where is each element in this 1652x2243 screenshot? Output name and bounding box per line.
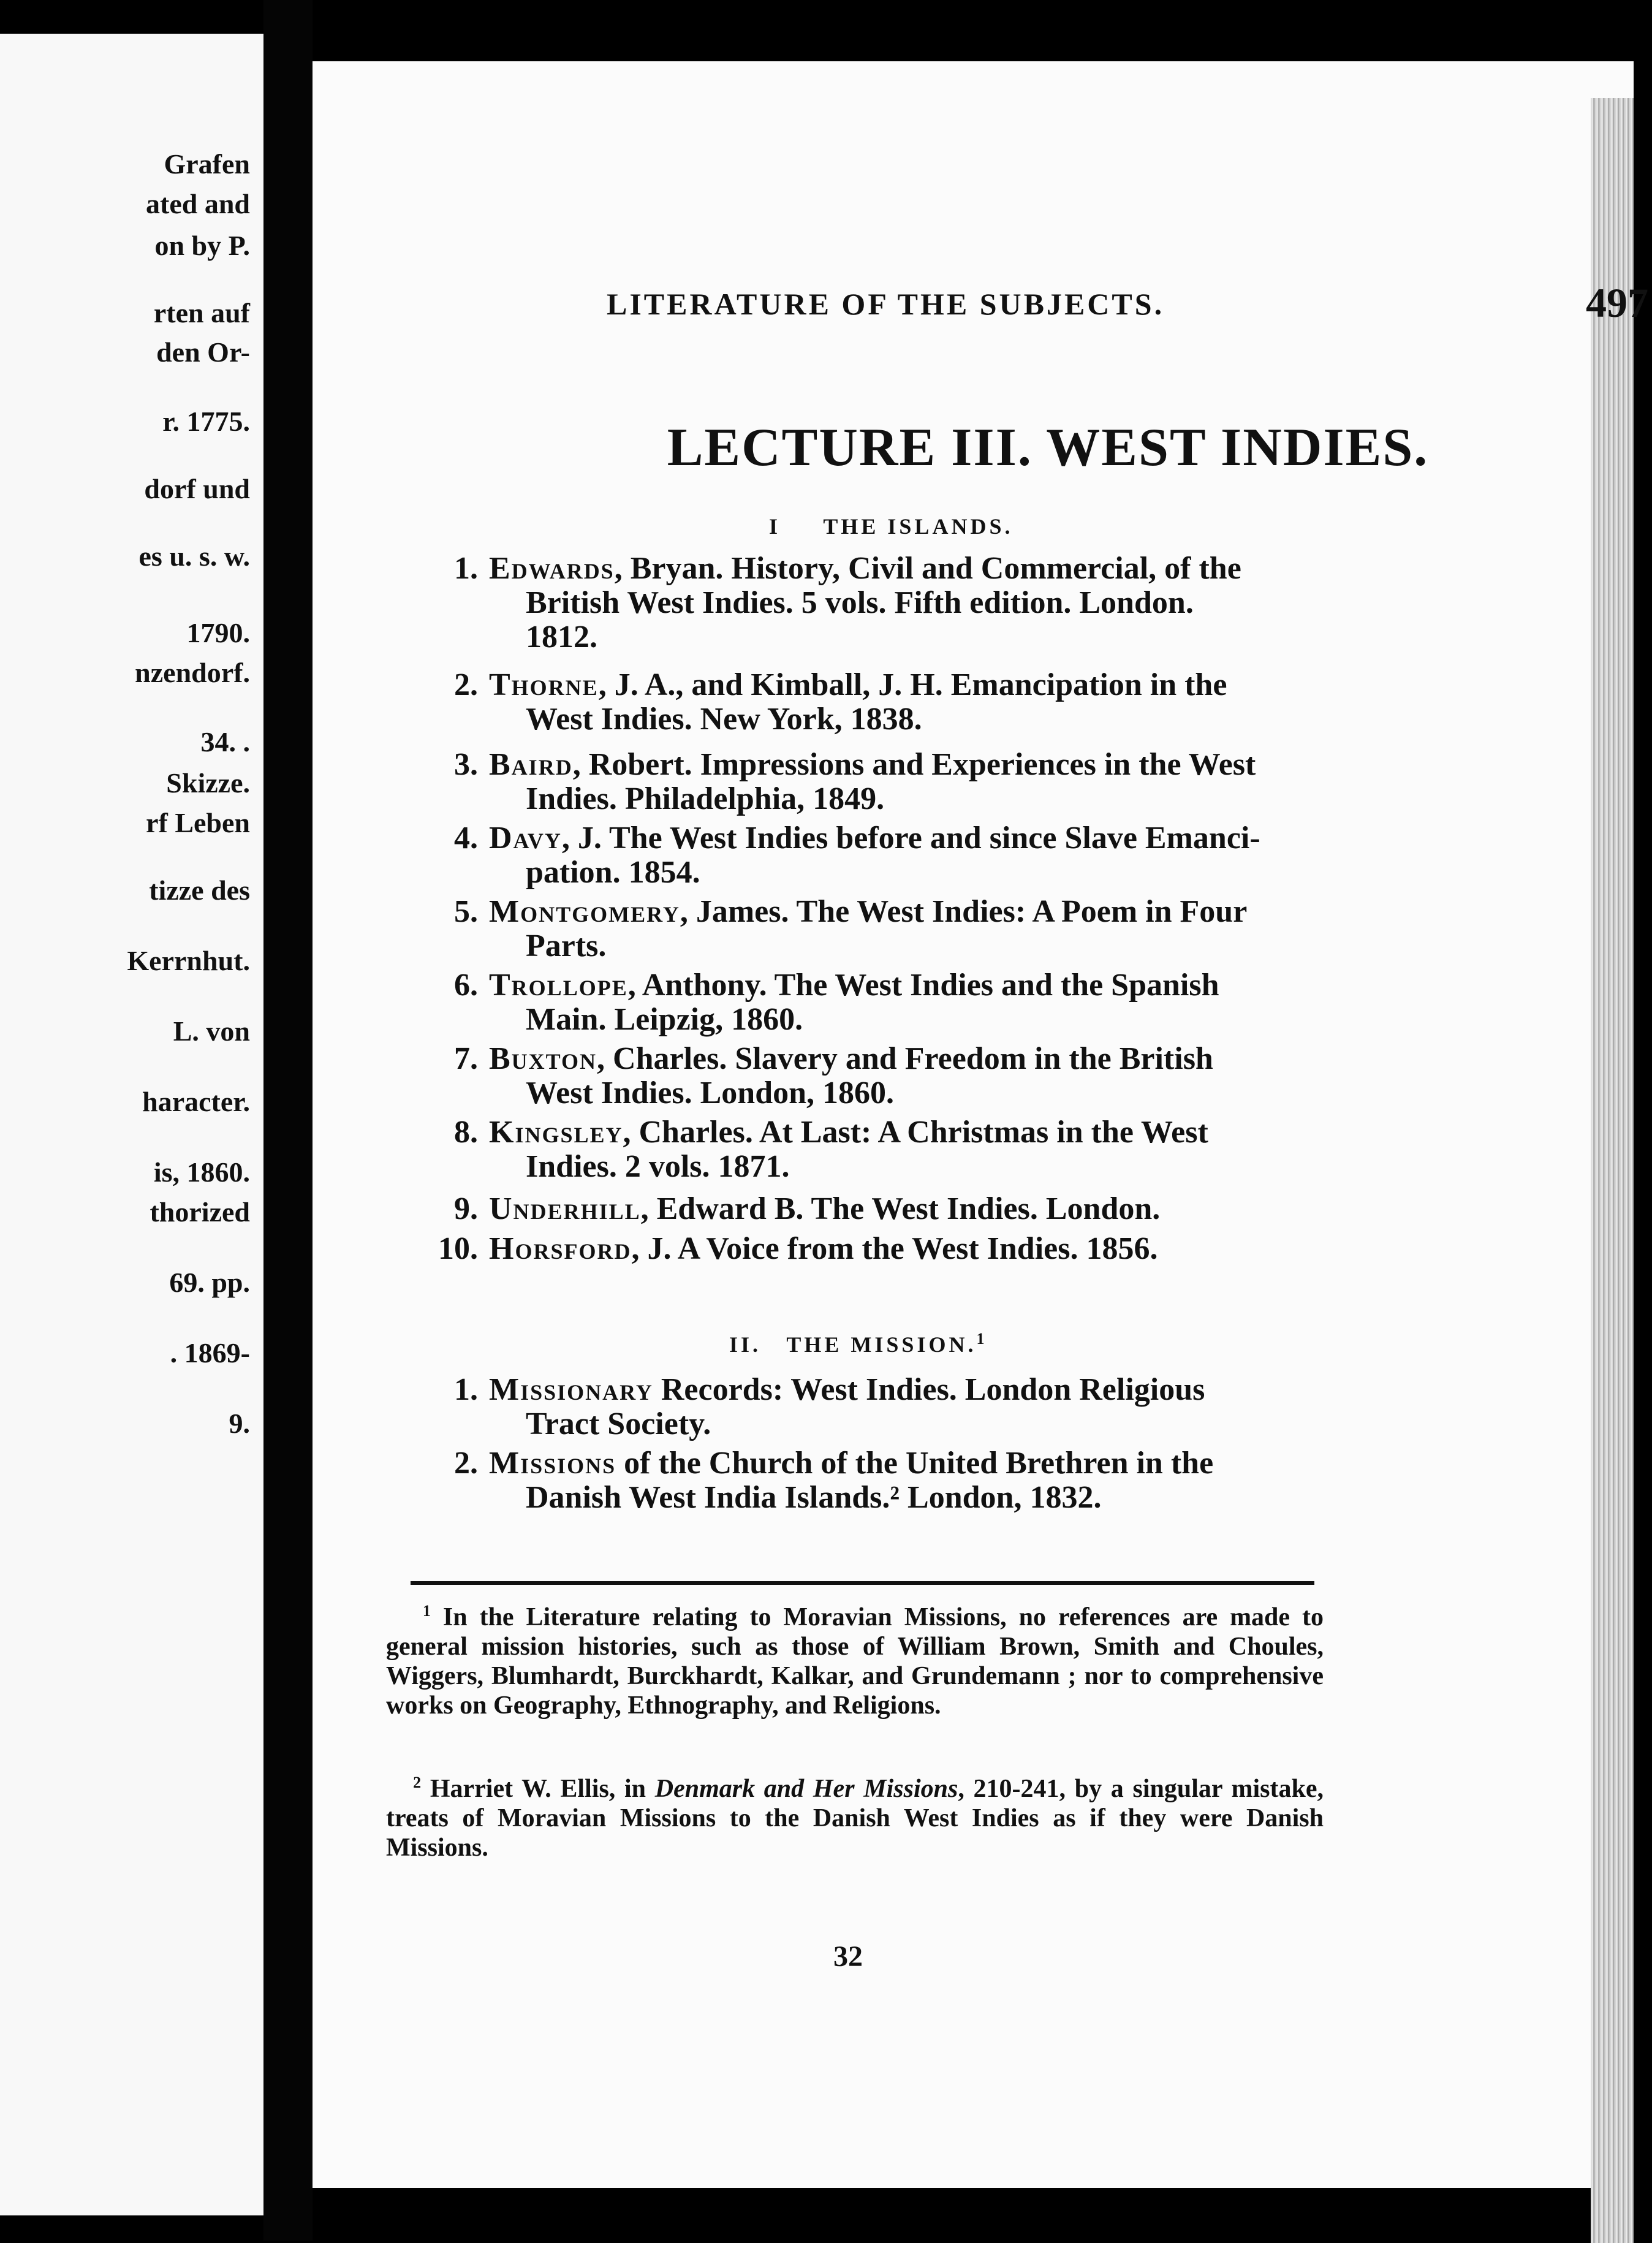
entry-number: 6. — [454, 968, 478, 1003]
entry-text: , Charles. Slavery and Freedom in the British — [597, 1041, 1213, 1076]
left-page-line: 34. . — [200, 726, 250, 757]
entry-text: , James. The West Indies: A Poem in Four — [680, 894, 1248, 929]
entry-author: Trollope — [489, 968, 628, 1003]
page-number: 497 — [1586, 279, 1648, 326]
section-heading-islands — [769, 514, 1013, 539]
left-page-line: 9. — [229, 1408, 250, 1439]
left-page-line: is, 1860. — [153, 1156, 250, 1188]
left-page-line: Skizze. — [166, 767, 250, 799]
entry-continuation: Danish West India Islands.² London, 1832. — [526, 1480, 1102, 1515]
entry-continuation: 1812. — [526, 620, 597, 655]
left-page-line: r. 1775. — [162, 406, 250, 437]
left-page-line: dorf und — [144, 473, 250, 504]
bibliography-entry — [435, 1192, 1642, 1226]
left-page-line: 1790. — [186, 617, 250, 648]
entry-author: Buxton — [489, 1041, 597, 1076]
left-page-line: ated and — [146, 188, 250, 219]
entry-number: 7. — [454, 1041, 478, 1076]
bibliography-entry — [435, 968, 1642, 1037]
entry-continuation: British West Indies. 5 vols. Fifth edition. London. — [526, 585, 1194, 620]
footnote-2 — [386, 1768, 1324, 1862]
bibliography-entry — [435, 552, 1642, 655]
entry-continuation: Indies. Philadelphia, 1849. — [526, 781, 885, 816]
bibliography-entry — [435, 895, 1642, 963]
left-page-line: tizze des — [149, 875, 250, 906]
left-page-line: rten auf — [153, 297, 250, 328]
left-page-line: . 1869- — [170, 1337, 250, 1368]
left-page-line: es u. s. w. — [138, 541, 250, 572]
section-heading-mission — [729, 1330, 987, 1357]
left-page-line: 69. pp. — [169, 1267, 250, 1298]
bibliography-entry — [435, 1115, 1642, 1184]
right-page — [313, 61, 1648, 2188]
entry-text: , Edward B. The West Indies. London. — [640, 1191, 1161, 1226]
entry-text: , Charles. At Last: A Christmas in the West — [623, 1115, 1208, 1150]
footnote-1 — [386, 1596, 1324, 1720]
bibliography-entry — [435, 821, 1642, 890]
entry-text: Records: West Indies. London Religious — [653, 1372, 1205, 1407]
left-page-line: Grafen — [164, 148, 250, 180]
entry-number: 8. — [454, 1115, 478, 1150]
running-header — [607, 279, 1648, 328]
entry-number: 3. — [454, 747, 478, 782]
signature-mark: 32 — [833, 1940, 863, 1973]
section-title: THE MISSION. — [786, 1332, 977, 1357]
left-page-line: Kerrnhut. — [127, 945, 250, 976]
entry-text: , J. A., and Kimball, J. H. Emancipation in the — [598, 667, 1227, 702]
entry-continuation: Tract Society. — [526, 1406, 711, 1441]
left-page-line: rf Leben — [146, 807, 250, 838]
entry-author: Baird — [489, 747, 573, 782]
entry-author: Montgomery — [489, 894, 680, 929]
footnote-text: , 210-241, by a singular mistake, treats of Moravian Missions to the Danish West Indies as if they were Danish Missions. — [386, 1775, 1324, 1862]
lecture-title: LECTURE III. WEST INDIES. — [667, 418, 1429, 477]
bibliography-entry — [435, 1446, 1642, 1515]
footnote-mark: 1 — [422, 1602, 431, 1620]
entry-author: Underhill — [489, 1191, 641, 1226]
entry-author: Kingsley — [489, 1115, 623, 1150]
left-page-line: den Or- — [156, 336, 250, 368]
entry-number: 1. — [454, 551, 478, 586]
footnote-rule — [411, 1581, 1314, 1585]
entry-author: Davy — [489, 821, 562, 856]
bibliography-entry — [435, 1232, 1642, 1266]
footnote-mark: 2 — [413, 1774, 422, 1791]
entry-continuation: Parts. — [526, 928, 607, 963]
left-page-line: nzendorf. — [135, 657, 250, 688]
section-numeral: II. — [729, 1332, 762, 1357]
entry-text: of the Church of the United Brethren in the — [616, 1446, 1214, 1481]
left-page-line: on by P. — [154, 230, 250, 261]
entry-text: , J. The West Indies before and since Slave Emanci- — [561, 821, 1260, 856]
footnote-text: Harriet W. Ellis, in — [430, 1775, 655, 1803]
running-title: LITERATURE OF THE SUBJECTS. — [607, 287, 1165, 321]
entry-number: 2. — [454, 1446, 478, 1481]
bibliography-entry — [435, 1373, 1642, 1441]
entry-author: Edwards — [489, 551, 615, 586]
left-page-line: haracter. — [142, 1086, 250, 1117]
book-gutter — [263, 0, 313, 2241]
entry-text: , Bryan. History, Civil and Commercial, of the — [614, 551, 1241, 586]
entry-number: 1. — [454, 1372, 478, 1407]
entry-text: , Robert. Impressions and Experiences in the West — [572, 747, 1256, 782]
entry-number: 9. — [454, 1191, 478, 1226]
entry-number: 5. — [454, 894, 478, 929]
entry-continuation: West Indies. London, 1860. — [526, 1076, 895, 1110]
entry-author: Missions — [489, 1446, 616, 1481]
footnote-title: Denmark and Her Missions — [654, 1775, 958, 1803]
entry-continuation: West Indies. New York, 1838. — [526, 702, 922, 737]
entry-number: 4. — [454, 821, 478, 856]
entry-continuation: pation. 1854. — [526, 855, 700, 890]
entry-author: Missionary — [489, 1372, 653, 1407]
left-page-line: thorized — [150, 1196, 250, 1228]
bibliography-entry — [435, 748, 1642, 816]
entry-number: 2. — [454, 667, 478, 702]
footnote-ref: 1 — [976, 1330, 988, 1348]
entry-author: Thorne — [489, 667, 599, 702]
entry-text: , Anthony. The West Indies and the Spanish — [627, 968, 1219, 1003]
bibliography-entry — [435, 668, 1642, 737]
entry-number: 10. — [438, 1231, 478, 1266]
left-page-fragment — [0, 34, 263, 2215]
entry-continuation: Main. Leipzig, 1860. — [526, 1002, 803, 1037]
bibliography-entry — [435, 1042, 1642, 1110]
left-page-line: L. von — [173, 1015, 250, 1047]
section-numeral: I — [769, 514, 781, 539]
footnote-text: In the Literature relating to Moravian Missions, no references are made to general mission histories, such as those of William Brown, Smith and Choules, Wiggers, Blumhardt, Burckhardt, Kalkar, and Grundemann ; nor to comprehensive works on Geography, Ethnography, and Religions. — [386, 1603, 1324, 1720]
section-title: THE ISLANDS. — [823, 514, 1014, 539]
entry-author: Horsford — [489, 1231, 632, 1266]
entry-continuation: Indies. 2 vols. 1871. — [526, 1149, 790, 1184]
entry-text: , J. A Voice from the West Indies. 1856. — [631, 1231, 1158, 1266]
